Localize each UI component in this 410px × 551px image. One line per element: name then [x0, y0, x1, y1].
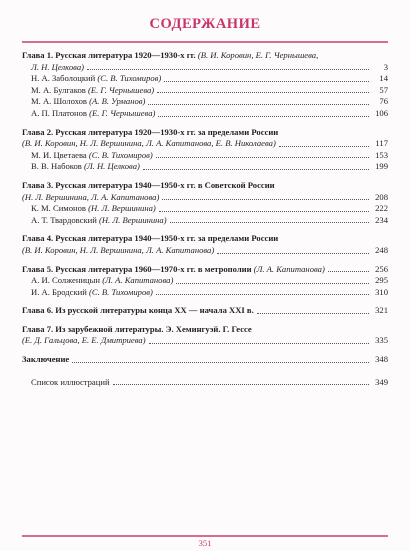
author-name: А. И. Солженицын [31, 275, 101, 286]
chapter-title-text: Глава 1. Русская литература 1920—1930-х гг. [22, 50, 196, 60]
leader-dots [176, 283, 369, 284]
leader-dots [113, 384, 369, 385]
author-name: Н. А. Заболоцкий [31, 73, 96, 84]
leader-dots [156, 294, 369, 295]
toc-entry[interactable] [22, 108, 388, 120]
entry-editors: (Н. Л. Вершинина) [98, 214, 167, 225]
chapter-4 [22, 233, 388, 256]
toc-entry[interactable] [22, 150, 388, 162]
author-name: М. А. Булгаков [31, 84, 86, 95]
conclusion-page: 348 [375, 354, 388, 365]
chapter-2 [22, 127, 388, 173]
entry-editors: (Е. Г. Чернышева) [87, 84, 155, 95]
leader-dots [162, 199, 369, 200]
conclusion-label: Заключение [22, 354, 70, 365]
chapter-title[interactable] [22, 233, 388, 245]
entry-page: 199 [375, 161, 388, 172]
chapter-title[interactable] [22, 305, 388, 317]
entry-page: 222 [375, 203, 388, 214]
chapter-page: 208 [375, 191, 388, 202]
author-name: И. А. Бродский [31, 286, 87, 297]
leader-dots [279, 146, 369, 147]
leader-dots [328, 271, 369, 272]
chapter-6 [22, 305, 388, 317]
leader-dots [156, 157, 369, 158]
chapter-7 [22, 324, 388, 347]
leader-dots [149, 343, 369, 344]
entry-editors: (Л. Н. Целкова) [84, 161, 140, 172]
entry-page: 234 [375, 214, 388, 225]
author-name: А. П. Платонов [31, 107, 87, 118]
chapter-page: 321 [375, 305, 388, 316]
leader-dots [148, 104, 369, 105]
chapter-authors: (В. И. Коровин, Е. Г. Чернышева, [197, 50, 319, 60]
chapter-title-text: Глава 4. Русская литература 1940—1950-х гг. за пределами России [22, 233, 279, 244]
leader-dots [158, 116, 369, 117]
illustrations-page: 349 [375, 376, 388, 387]
entry-page: 57 [379, 84, 388, 95]
author-name: К. М. Симонов [31, 203, 86, 214]
chapter-title[interactable] [22, 127, 388, 139]
chapter-title-text: Глава 5. Русская литература 1960—1970-х гг. в метрополии [22, 263, 252, 274]
author-name: В. В. Набоков [31, 161, 82, 172]
toc-entry[interactable] [22, 85, 388, 97]
leader-dots [257, 313, 369, 314]
entry-page: 76 [379, 96, 388, 107]
chapter-page: 256 [375, 263, 388, 274]
chapter-title[interactable] [22, 180, 388, 192]
chapter-authors: (Е. Д. Гальцова, Е. Е. Дмитриева) [22, 335, 146, 346]
entry-page: 14 [379, 73, 388, 84]
entry-page: 295 [375, 275, 388, 286]
entry-editors: (С. В. Тихомиров) [89, 286, 153, 297]
illustrations-section [22, 377, 388, 389]
chapter-authors: (В. И. Коровин, Н. Л. Вершинина, Л. А. Капитанова) [22, 244, 215, 255]
toc-entry[interactable] [22, 203, 388, 215]
toc-entry[interactable] [22, 215, 388, 227]
chapter-title-text: Глава 7. Из зарубежной литературы. Э. Хемингуэй. Г. Гессе [22, 323, 252, 334]
page-number: 351 [198, 538, 212, 548]
illustrations-label: Список иллюстраций [31, 376, 110, 387]
toc-entry[interactable] [22, 275, 388, 287]
chapter-title[interactable] [22, 324, 388, 336]
illustrations-entry[interactable] [22, 377, 388, 389]
leader-dots [159, 211, 369, 212]
chapter-page: 335 [375, 335, 388, 346]
entry-page: 106 [375, 107, 388, 118]
toc-entry[interactable] [22, 96, 388, 108]
entry-editors: (Л. А. Капитанова) [102, 275, 174, 286]
chapter-authors: (В. И. Коровин, Н. Л. Вершинина, Л. А. Капитанова, Е. В. Николаева) [22, 138, 276, 149]
leader-dots [157, 92, 369, 93]
leader-dots [72, 362, 369, 363]
chapter-authors: (Л. А. Капитанова) [253, 263, 325, 274]
toc-entry[interactable] [22, 287, 388, 299]
entry-page: 153 [375, 149, 388, 160]
entry-editors: (С. В. Тихомиров) [88, 149, 153, 160]
chapter-page: 117 [375, 138, 388, 149]
entry-editors: (Н. Л. Вершинина) [88, 203, 156, 214]
chapter-1 [22, 50, 388, 120]
author-name: А. Т. Твардовский [31, 214, 97, 225]
chapter-authors: (Н. Л. Вершинина, Л. А. Капитанова) [22, 191, 160, 202]
entry-editors: (Е. Г. Чернышева) [89, 107, 156, 118]
page-title: СОДЕРЖАНИЕ [149, 16, 261, 32]
toc-entry[interactable] [22, 73, 388, 85]
chapter-title[interactable] [22, 50, 388, 62]
conclusion-entry[interactable] [22, 354, 388, 366]
conclusion-section [22, 354, 388, 366]
author-name: М. И. Цветаева [31, 149, 87, 160]
chapter-page: 3 [383, 61, 388, 72]
chapter-3 [22, 180, 388, 226]
author-name: М. А. Шолохов [31, 96, 87, 107]
chapter-page: 248 [375, 244, 388, 255]
chapter-title-text: Глава 2. Русская литература 1920—1930-х гг. за пределами России [22, 126, 279, 137]
toc-entry[interactable] [22, 161, 388, 173]
entry-editors: (А. В. Урманов) [89, 96, 146, 107]
entry-editors: (С. В. Тихомиров) [97, 73, 162, 84]
chapter-title-text: Глава 6. Из русской литературы конца XX — начала XXI в. [22, 305, 254, 316]
chapter-5 [22, 264, 388, 299]
title-divider [22, 41, 388, 43]
leader-dots [170, 222, 369, 223]
leader-dots [87, 69, 369, 70]
leader-dots [164, 81, 369, 82]
entry-page: 310 [375, 286, 388, 297]
footer-divider [22, 535, 388, 537]
leader-dots [217, 253, 369, 254]
leader-dots [143, 169, 369, 170]
chapter-title[interactable] [22, 264, 388, 276]
chapter-title-text: Глава 3. Русская литература 1940—1950-х гг. в Советской России [22, 179, 275, 190]
chapter-authors-continued: Л. Н. Целкова) [31, 61, 84, 72]
table-of-contents [22, 50, 388, 388]
